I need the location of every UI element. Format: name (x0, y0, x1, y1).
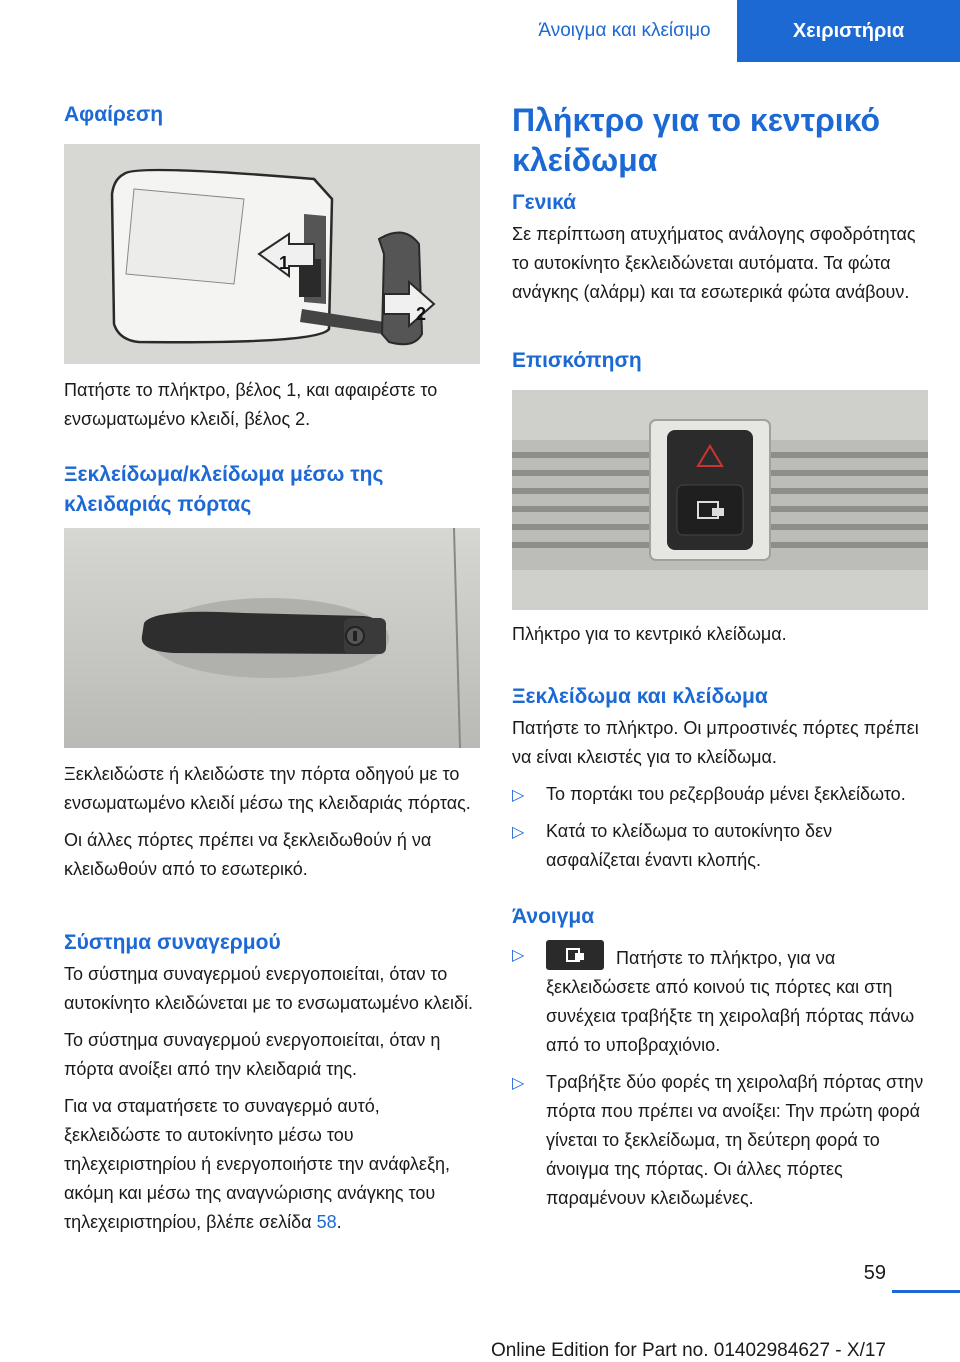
list-item (512, 1068, 928, 1213)
lock-text-2: Οι άλλες πόρτες πρέπει να ξεκλειδωθούν ή να κλειδωθούν από το εσωτερικό. (64, 830, 432, 879)
central-lock-heading-block (512, 100, 928, 180)
dashboard-vents-illustration (512, 390, 928, 610)
alarm-heading: Σύστημα συναγερμού (64, 931, 281, 954)
section-title: Άνοιγμα και κλείσιμο (512, 0, 737, 62)
overview-caption-block (512, 620, 928, 649)
page-link-58[interactable]: 58 (316, 1212, 337, 1232)
list-item-text: Τραβήξτε δύο φορές τη χειρολαβή πόρτας στην πόρτα που πρέπει να ανοίξει: Την πρώτη φορά γίνεται το ξεκλείδωμα, τη δεύτερη φορά το άνοιγμα της πόρτας. Οι άλλες πόρτες παραμένουν κλειδωμένες. (546, 1072, 924, 1208)
chapter-tab: Χειριστήρια (737, 0, 960, 62)
lock-text-1: Ξεκλειδώστε ή κλειδώστε την πόρτα οδηγού με το ενσωματωμένο κλειδί μέσω της κλειδαριάς πόρτας. (64, 764, 471, 813)
page-number: 59 (863, 1262, 886, 1284)
triangle-bullet-icon: ▷ (512, 824, 525, 841)
page-number-rule (892, 1290, 960, 1293)
arrow-1-label: 1 (279, 253, 290, 273)
overview-heading: Επισκόπηση (512, 349, 642, 372)
list-item (512, 780, 928, 809)
open-block (512, 902, 928, 1213)
unlock-block (512, 682, 928, 875)
general-block (512, 188, 928, 307)
alarm-text-3-end: . (336, 1212, 342, 1232)
overview-heading-block (512, 346, 928, 376)
triangle-bullet-icon: ▷ (512, 1075, 525, 1092)
unlock-heading: Ξεκλείδωμα και κλείδωμα (512, 685, 768, 708)
removal-text-block (64, 376, 480, 434)
unlock-text: Πατήστε το πλήκτρο. Οι μπροστινές πόρτες πρέπει να είναι κλειστές για το κλείδωμα. (512, 718, 919, 767)
alarm-text-2: Το σύστημα συναγερμού ενεργοποιείται, όταν η πόρτα ανοίξει από την κλειδαριά της. (64, 1030, 441, 1079)
alarm-block (64, 928, 480, 1237)
triangle-bullet-icon: ▷ (512, 947, 525, 964)
triangle-bullet-icon: ▷ (512, 787, 525, 804)
central-lock-button-icon (546, 940, 604, 970)
door-lock-heading: Ξεκλείδωμα/κλείδωμα μέσω της κλειδαριάς πόρτας (64, 463, 384, 516)
removal-heading-block (64, 100, 480, 130)
page-header (512, 0, 960, 62)
list-item (512, 940, 928, 1060)
key-removal-illustration (64, 144, 480, 364)
lock-text-block (64, 760, 480, 884)
removal-heading: Αφαίρεση (64, 103, 164, 126)
list-item-text: Κατά το κλείδωμα το αυτοκίνητο δεν ασφαλίζεται έναντι κλοπής. (546, 821, 833, 870)
door-handle-photo (64, 528, 480, 748)
open-heading: Άνοιγμα (512, 905, 595, 928)
alarm-text-1: Το σύστημα συναγερμού ενεργοποιείται, όταν το αυτοκίνητο κλειδώνεται με το ενσωματωμένο κλειδί. (64, 964, 473, 1013)
lock-heading-block (64, 460, 480, 520)
central-lock-button-photo (512, 390, 928, 610)
arrow-2-label: 2 (416, 304, 427, 324)
list-item-text: Πατήστε το πλήκτρο, για να ξεκλειδώσετε από κοινού τις πόρτες και στη συνέχεια τραβήξτε τη χειρολαβή πόρτας πάνω από το υποβραχιόνιο. (546, 948, 915, 1055)
central-lock-heading: Πλήκτρο για το κεντρικό κλείδωμα (512, 102, 881, 178)
general-heading: Γενικά (512, 191, 577, 214)
alarm-text-3 (64, 1092, 480, 1237)
door-handle-illustration (64, 528, 480, 748)
alarm-text-3-body: Για να σταματήσετε το συναγερμό αυτό, ξεκλειδώστε το αυτοκίνητο μέσω του τηλεχειριστηρίου ή ενεργοποιήστε την ανάφλεξη, ακόμη και μέσω της αναγνώρισης ανάγκης του τηλεχειριστηρίου, βλέπε σελίδα (64, 1096, 451, 1232)
general-text: Σε περίπτωση ατυχήματος ανάλογης σφοδρότητας το αυτοκίνητο ξεκλειδώνεται αυτόματα. Τα φώτα ανάγκης (αλάρμ) και τα εσωτερικά φώτα ανάβουν. (512, 224, 916, 302)
list-item-text: Το πορτάκι του ρεζερβουάρ μένει ξεκλείδωτο. (546, 784, 906, 804)
edition-text: Online Edition for Part no. 01402984627 - X/17 (490, 1340, 886, 1361)
key-illustration (64, 144, 480, 364)
footer (0, 1318, 960, 1362)
list-item (512, 817, 928, 875)
removal-text: Πατήστε το πλήκτρο, βέλος 1, και αφαιρέστε το ενσωματωμένο κλειδί, βέλος 2. (64, 380, 438, 429)
overview-caption: Πλήκτρο για το κεντρικό κλείδωμα. (512, 624, 787, 644)
